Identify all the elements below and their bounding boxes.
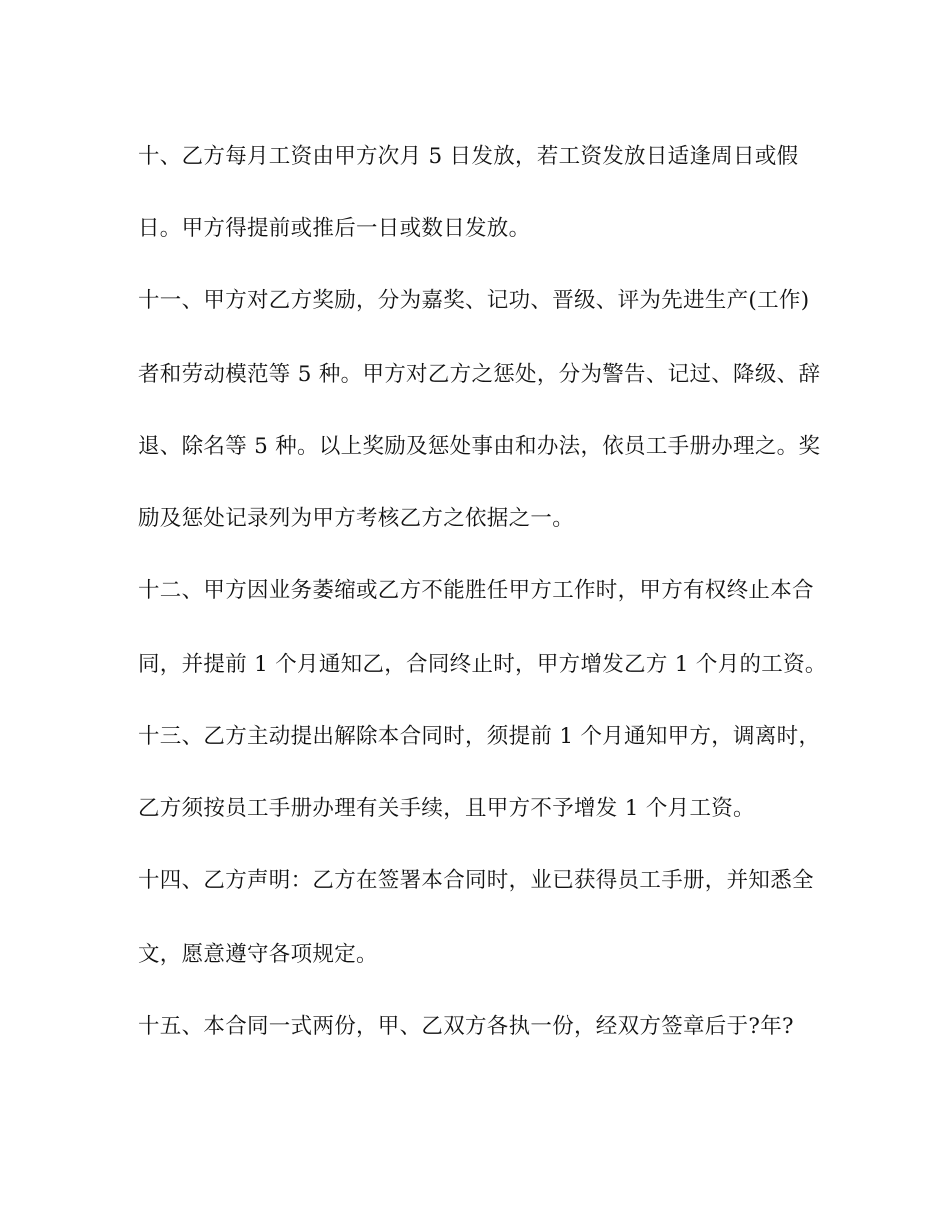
clause-11-line-2: 者和劳动模范等 5 种。甲方对乙方之惩处，分为警告、记过、降级、辞 [138, 362, 821, 387]
clause-12-line-1: 十二、甲方因业务萎缩或乙方不能胜任甲方工作时，甲方有权终止本合 [138, 578, 814, 603]
clause-10-line-1: 十、乙方每月工资由甲方次月 5 日发放，若工资发放日适逢周日或假 [138, 144, 799, 169]
clause-10-line-2: 日。甲方得提前或推后一日或数日发放。 [138, 216, 531, 241]
clause-15-line-1: 十五、本合同一式两份，甲、乙双方各执一份，经双方签章后于?年? [138, 1014, 794, 1039]
clause-11-line-3: 退、除名等 5 种。以上奖励及惩处事由和办法，依员工手册办理之。奖 [138, 434, 821, 459]
clause-11-line-4: 励及惩处记录列为甲方考核乙方之依据之一。 [138, 506, 575, 531]
clause-14-line-2: 文，愿意遵守各项规定。 [138, 942, 378, 967]
clause-14-line-1: 十四、乙方声明：乙方在签署本合同时，业已获得员工手册，并知悉全 [138, 868, 814, 893]
clause-13-line-2: 乙方须按员工手册办理有关手续，且甲方不予增发 1 个月工资。 [138, 796, 755, 821]
clause-13-line-1: 十三、乙方主动提出解除本合同时，须提前 1 个月通知甲方，调离时， [138, 724, 821, 749]
clause-12-line-2: 同，并提前 1 个月通知乙，合同终止时，甲方增发乙方 1 个月的工资。 [138, 652, 827, 677]
clause-11-line-1: 十一、甲方对乙方奖励，分为嘉奖、记功、晋级、评为先进生产(工作) [138, 288, 810, 313]
